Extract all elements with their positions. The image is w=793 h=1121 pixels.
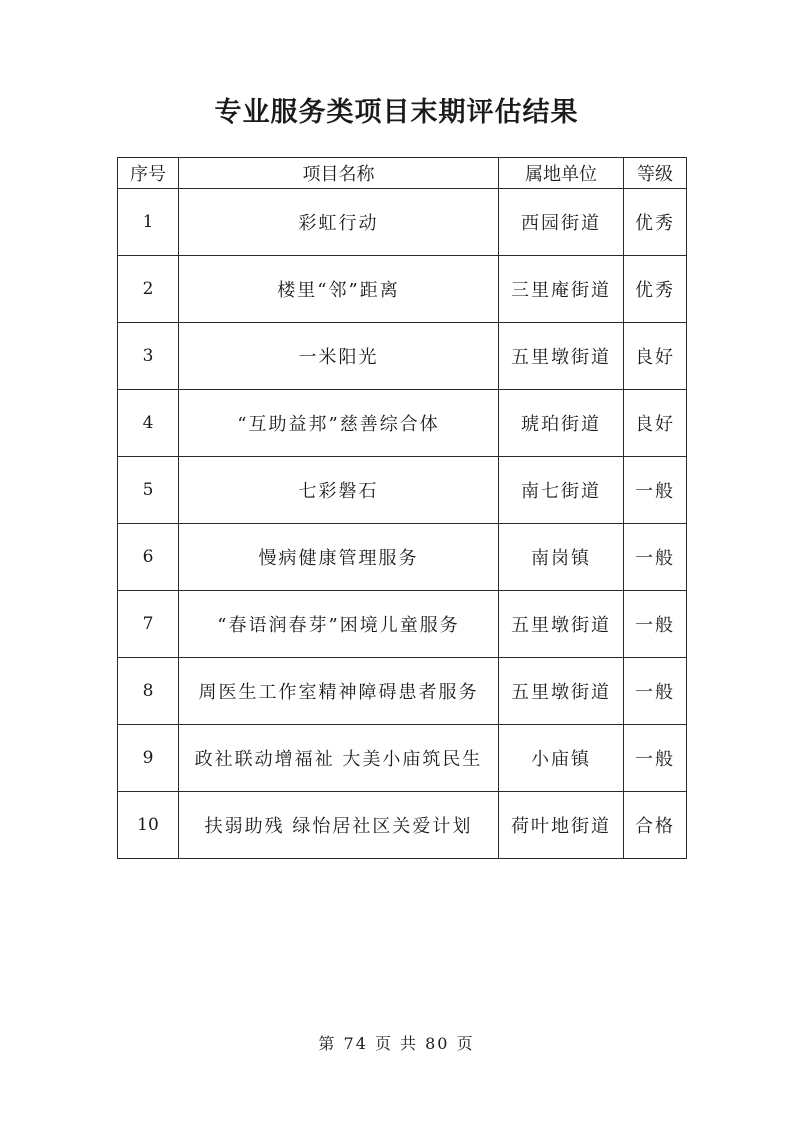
row-project-name: “互助益邦”慈善综合体 xyxy=(179,390,499,457)
row-no: 7 xyxy=(118,591,179,658)
row-no: 3 xyxy=(118,323,179,390)
row-grade: 良好 xyxy=(624,390,687,457)
row-unit: 五里墩街道 xyxy=(499,323,624,390)
header-unit: 属地单位 xyxy=(499,158,624,189)
table-header-row xyxy=(118,158,687,189)
row-grade: 合格 xyxy=(624,792,687,859)
row-unit: 荷叶地街道 xyxy=(499,792,624,859)
row-unit: 西园街道 xyxy=(499,189,624,256)
row-no: 8 xyxy=(118,658,179,725)
row-grade: 优秀 xyxy=(624,189,687,256)
header-no: 序号 xyxy=(118,158,179,189)
table-row xyxy=(118,189,687,256)
evaluation-results-table xyxy=(117,157,687,859)
table-row xyxy=(118,524,687,591)
table-row xyxy=(118,725,687,792)
table-row xyxy=(118,390,687,457)
row-no: 10 xyxy=(118,792,179,859)
table-row xyxy=(118,457,687,524)
row-no: 9 xyxy=(118,725,179,792)
row-unit: 三里庵街道 xyxy=(499,256,624,323)
row-no: 4 xyxy=(118,390,179,457)
page-title: 专业服务类项目末期评估结果 xyxy=(214,97,579,128)
row-grade: 优秀 xyxy=(624,256,687,323)
row-project-name: 慢病健康管理服务 xyxy=(179,524,499,591)
row-grade: 一般 xyxy=(624,524,687,591)
row-unit: 琥珀街道 xyxy=(499,390,624,457)
table-row xyxy=(118,256,687,323)
row-project-name: “春语润春芽”困境儿童服务 xyxy=(179,591,499,658)
row-project-name: 彩虹行动 xyxy=(179,189,499,256)
row-grade: 一般 xyxy=(624,457,687,524)
row-no: 1 xyxy=(118,189,179,256)
table-row xyxy=(118,591,687,658)
row-unit: 小庙镇 xyxy=(499,725,624,792)
row-no: 6 xyxy=(118,524,179,591)
row-unit: 南七街道 xyxy=(499,457,624,524)
row-project-name: 七彩磐石 xyxy=(179,457,499,524)
row-unit: 五里墩街道 xyxy=(499,591,624,658)
row-project-name: 楼里“邻”距离 xyxy=(179,256,499,323)
row-project-name: 周医生工作室精神障碍患者服务 xyxy=(179,658,499,725)
header-grade: 等级 xyxy=(624,158,687,189)
row-grade: 一般 xyxy=(624,658,687,725)
table-row xyxy=(118,658,687,725)
row-project-name: 一米阳光 xyxy=(179,323,499,390)
row-grade: 一般 xyxy=(624,591,687,658)
header-project-name: 项目名称 xyxy=(179,158,499,189)
table-row xyxy=(118,323,687,390)
row-grade: 良好 xyxy=(624,323,687,390)
row-project-name: 扶弱助残 绿怡居社区关爱计划 xyxy=(179,792,499,859)
page-number: 第 74 页 共 80 页 xyxy=(318,1034,475,1053)
table-row xyxy=(118,792,687,859)
row-no: 2 xyxy=(118,256,179,323)
row-grade: 一般 xyxy=(624,725,687,792)
row-unit: 南岗镇 xyxy=(499,524,624,591)
row-no: 5 xyxy=(118,457,179,524)
row-unit: 五里墩街道 xyxy=(499,658,624,725)
row-project-name: 政社联动增福祉 大美小庙筑民生 xyxy=(179,725,499,792)
